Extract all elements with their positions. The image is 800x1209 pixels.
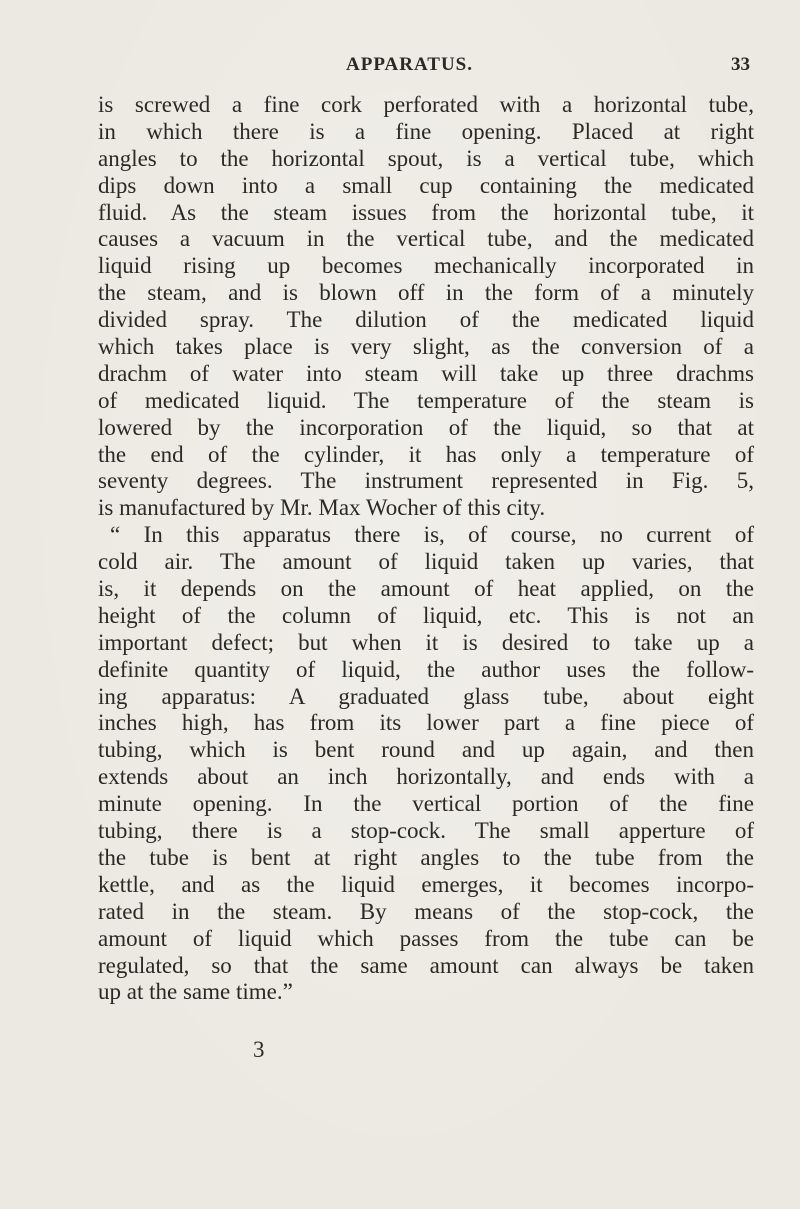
text-line: the tube is bent at right angles to the tube from the — [98, 844, 754, 870]
text-line: regulated, so that the same amount can always be taken — [98, 952, 754, 978]
text-line: inches high, has from its lower part a fine piece of — [98, 710, 754, 736]
text-line: lowered by the incorporation of the liquid, so that at — [98, 414, 754, 440]
text-line: dips down into a small cup containing the medicated — [98, 172, 754, 198]
text-line: is, it depends on the amount of heat applied, on the — [98, 576, 754, 602]
text-line: angles to the horizontal spout, is a vertical tube, which — [98, 145, 754, 171]
text-line: divided spray. The dilution of the medicated liquid — [98, 307, 754, 333]
page-number: 33 — [731, 54, 750, 75]
running-title: APPARATUS. — [346, 54, 473, 75]
running-head — [98, 54, 752, 84]
text-line: important defect; but when it is desired to take up a — [98, 629, 754, 655]
text-line: height of the column of liquid, etc. This is not an — [98, 602, 754, 628]
text-line: amount of liquid which passes from the tube can be — [98, 925, 754, 951]
body-text — [98, 92, 754, 1006]
text-line: which takes place is very slight, as the conversion of a — [98, 334, 754, 360]
text-line: is screwed a fine cork perforated with a horizontal tube, — [98, 92, 754, 117]
text-line: the steam, and is blown off in the form of a minutely — [98, 280, 754, 306]
text-line: drachm of water into steam will take up three drachms — [98, 360, 754, 386]
text-line: liquid rising up becomes mechanically incorporated in — [98, 253, 754, 279]
text-line: extends about an inch horizontally, and ends with a — [98, 764, 754, 790]
text-line: the end of the cylinder, it has only a temperature of — [98, 441, 754, 467]
text-line: tubing, which is bent round and up again, and then — [98, 737, 754, 763]
text-line: up at the same time.” — [98, 979, 293, 1005]
text-line: definite quantity of liquid, the author uses the follow- — [98, 656, 754, 682]
text-line: seventy degrees. The instrument represented in Fig. 5, — [98, 468, 754, 494]
text-line: fluid. As the steam issues from the horizontal tube, it — [98, 199, 754, 225]
text-line: tubing, there is a stop-cock. The small apperture of — [98, 818, 754, 844]
text-line: in which there is a fine opening. Placed at right — [98, 118, 754, 144]
signature-mark: 3 — [253, 1037, 265, 1062]
text-line: causes a vacuum in the vertical tube, and the medicated — [98, 226, 754, 252]
text-line: is manufactured by Mr. Max Wocher of this city. — [98, 495, 546, 521]
text-line: minute opening. In the vertical portion of the fine — [98, 791, 754, 817]
text-line: kettle, and as the liquid emerges, it becomes incorpo- — [98, 871, 754, 897]
text-line: ing apparatus: A graduated glass tube, about eight — [98, 683, 754, 709]
text-line: “ In this apparatus there is, of course, no current of — [110, 522, 754, 548]
text-line: cold air. The amount of liquid taken up varies, that — [98, 549, 754, 575]
text-line: of medicated liquid. The temperature of the steam is — [98, 387, 754, 413]
text-line: rated in the steam. By means of the stop-cock, the — [98, 898, 754, 924]
